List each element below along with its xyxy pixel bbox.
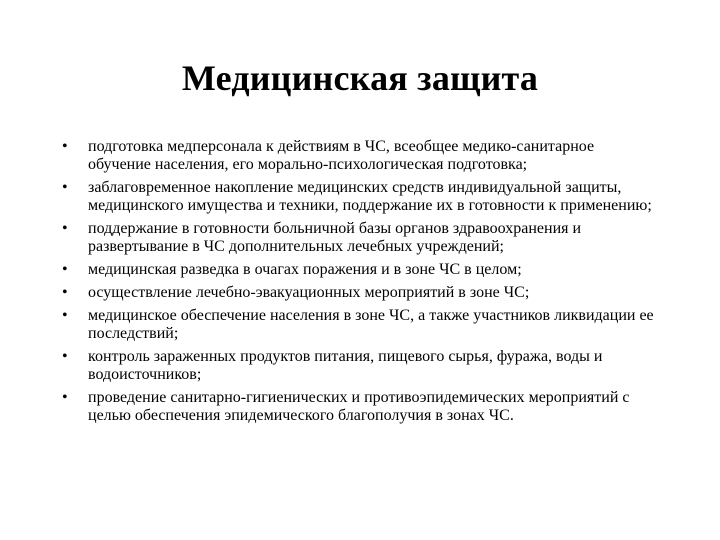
list-item-text: осуществление лечебно-эвакуационных мероприятий в зоне ЧС;	[88, 284, 530, 301]
bullet-list	[60, 138, 660, 430]
list-item-text: поддержание в готовности больничной базы органов здравоохранения и развертывание в ЧС дополнительных лечебных учреждений;	[88, 220, 582, 255]
bullet-icon: •	[62, 138, 68, 155]
bullet-icon: •	[62, 307, 68, 324]
list-item-text: проведение санитарно-гигиенических и противоэпидемических мероприятий с целью обеспечения эпидемического благополучия в зонах ЧС.	[88, 389, 630, 424]
list-item-text: заблаговременное накопление медицинских средств индивидуальной защиты, медицинского имущества и техники, поддержание их в готовности к применению;	[88, 179, 652, 214]
list-item	[60, 284, 660, 302]
bullet-icon: •	[62, 220, 68, 237]
list-item-text: подготовка медперсонала к действиям в ЧС, всеобщее медико-санитарное обучение населения, его морально-психологическая подготовка;	[88, 138, 595, 173]
bullet-icon: •	[62, 348, 68, 365]
list-item	[60, 179, 660, 215]
list-item	[60, 261, 660, 279]
list-item	[60, 348, 660, 384]
slide-title: Медицинская защита	[181, 58, 539, 98]
list-item	[60, 220, 660, 256]
list-item-text: медицинское обеспечение населения в зоне ЧС, а также участников ликвидации ее последствий;	[88, 307, 654, 342]
list-item	[60, 138, 660, 174]
bullet-icon: •	[62, 284, 68, 301]
bullet-icon: •	[62, 389, 68, 406]
bullet-icon: •	[62, 179, 68, 196]
list-item-text: медицинская разведка в очагах поражения и в зоне ЧС в целом;	[88, 261, 522, 278]
bullet-icon: •	[62, 261, 68, 278]
list-item-text: контроль зараженных продуктов питания, пищевого сырья, фуража, воды и водоисточников;	[88, 348, 603, 383]
list-item	[60, 389, 660, 425]
list-item	[60, 307, 660, 343]
